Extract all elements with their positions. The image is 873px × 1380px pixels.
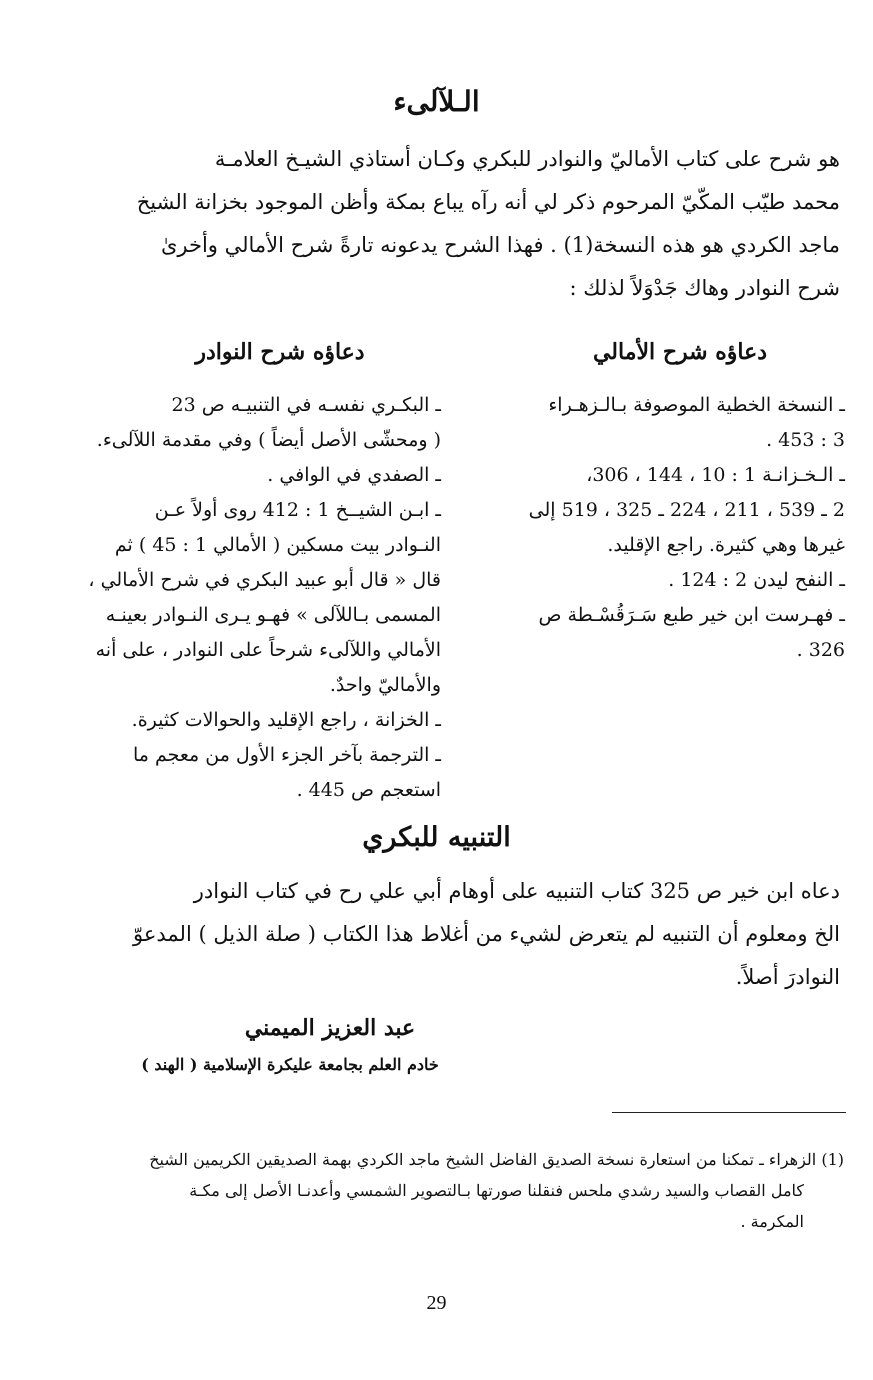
author-affiliation: خادم العلم بجامعة عليكرة الإسلامية ( الهند ) bbox=[141, 1055, 439, 1074]
list-item: ـ الخزانة ، راجع الإقليد والحوالات كثيرة. bbox=[131, 709, 441, 731]
list-item: ـ الترجمة بآخر الجزء الأول من معجم ما bbox=[132, 744, 441, 766]
list-item: ـ النفح ليدن 2 : 124 . bbox=[668, 569, 845, 591]
section-paragraph bbox=[96, 870, 840, 999]
list-item: ( ومحشّى الأصل أيضاً ) وفي مقدمة اللآلىء. bbox=[96, 429, 441, 451]
list-item: ـ البكـري نفسـه في التنبيـه ص 23 bbox=[171, 394, 441, 416]
footnote-line: (1) الزهراء ـ تمكنا من استعارة نسخة الصديق الفاضل الشيخ ماجد الكردي بهمة الصديقين الكريمين الشيخ bbox=[149, 1150, 844, 1169]
list-item: 326 . bbox=[796, 639, 845, 661]
author-signature: عبد العزيز الميمني bbox=[244, 1015, 416, 1041]
intro-line: ماجد الكردي هو هذه النسخة(1) . فهذا الشرح يدعونه تارةً شرح الأمالي وأخرىٰ bbox=[160, 233, 840, 257]
intro-paragraph bbox=[96, 138, 840, 310]
footnote-divider bbox=[612, 1112, 846, 1113]
footnote-line: كامل القصاب والسيد رشدي ملحس فنقلنا صورتها بـالتصوير الشمسي وأعدنـا الأصل إلى مكـة bbox=[189, 1181, 804, 1200]
list-item: قال « قال أبو عبيد البكري في شرح الأمالي ، bbox=[88, 569, 441, 591]
left-column-list bbox=[88, 388, 441, 808]
footnote-line: المكرمة . bbox=[740, 1212, 804, 1231]
list-item: ـ الـخـزانـة 1 : 10 ، 144 ، 306، bbox=[586, 464, 845, 486]
list-item: والأماليّ واحدٌ. bbox=[329, 674, 441, 696]
page-title: الـلآلىء bbox=[393, 85, 480, 118]
list-item: ـ النسخة الخطية الموصوفة بـالـزهـراء bbox=[548, 394, 845, 416]
list-item: استعجم ص 445 . bbox=[296, 779, 441, 801]
page-number: 29 bbox=[426, 1292, 447, 1314]
list-item: غيرها وهي كثيرة. راجع الإقليد. bbox=[607, 534, 845, 556]
section-line: الخ ومعلوم أن التنبيه لم يتعرض لشيء من أغلاط هذا الكتاب ( صلة الذيل ) المدعوّ bbox=[133, 922, 840, 946]
intro-line: محمد طيّب المكّيّ المرحوم ذكر لي أنه رآه يباع بمكة وأظن الموجود بخزانة الشيخ bbox=[136, 190, 840, 214]
list-item: ـ فهـرست ابن خير طبع سَـرَقُسْـطة ص bbox=[538, 604, 845, 626]
intro-line: هو شرح على كتاب الأماليّ والنوادر للبكري وكـان أستاذي الشيـخ العلامـة bbox=[214, 147, 840, 171]
list-item: 3 : 453 . bbox=[766, 429, 845, 451]
right-column-list bbox=[500, 388, 845, 668]
list-item: الأمالي واللآلىء شرحاً على النوادر ، على أنه bbox=[95, 639, 441, 661]
footnote bbox=[96, 1144, 844, 1237]
section-line: النوادرَ أصلاً. bbox=[735, 965, 840, 989]
section-line: دعاه ابن خير ص 325 كتاب التنبيه على أوهام أبي علي رح في كتاب النوادر bbox=[193, 879, 840, 903]
list-item: 2 ـ 539 ، 211 ، 224 ـ 325 ، 519 إلى bbox=[528, 499, 845, 521]
intro-line: شرح النوادر وهاك جَدْوَلاً لذلك : bbox=[569, 276, 840, 300]
list-item: ـ ابـن الشيــخ 1 : 412 روى أولاً عـن bbox=[154, 499, 441, 521]
list-item: المسمى بـاللآلى » فهـو يـرى النـوادر بعينـه bbox=[105, 604, 441, 626]
list-item: ـ الصفدي في الوافي . bbox=[267, 464, 441, 486]
list-item: النـوادر بيت مسكين ( الأمالي 1 : 45 ) ثم bbox=[114, 534, 441, 556]
left-column-heading: دعاؤه شرح النوادر bbox=[195, 339, 365, 365]
section-title: التنبيه للبكري bbox=[362, 822, 511, 853]
right-column-heading: دعاؤه شرح الأمالي bbox=[592, 339, 768, 365]
